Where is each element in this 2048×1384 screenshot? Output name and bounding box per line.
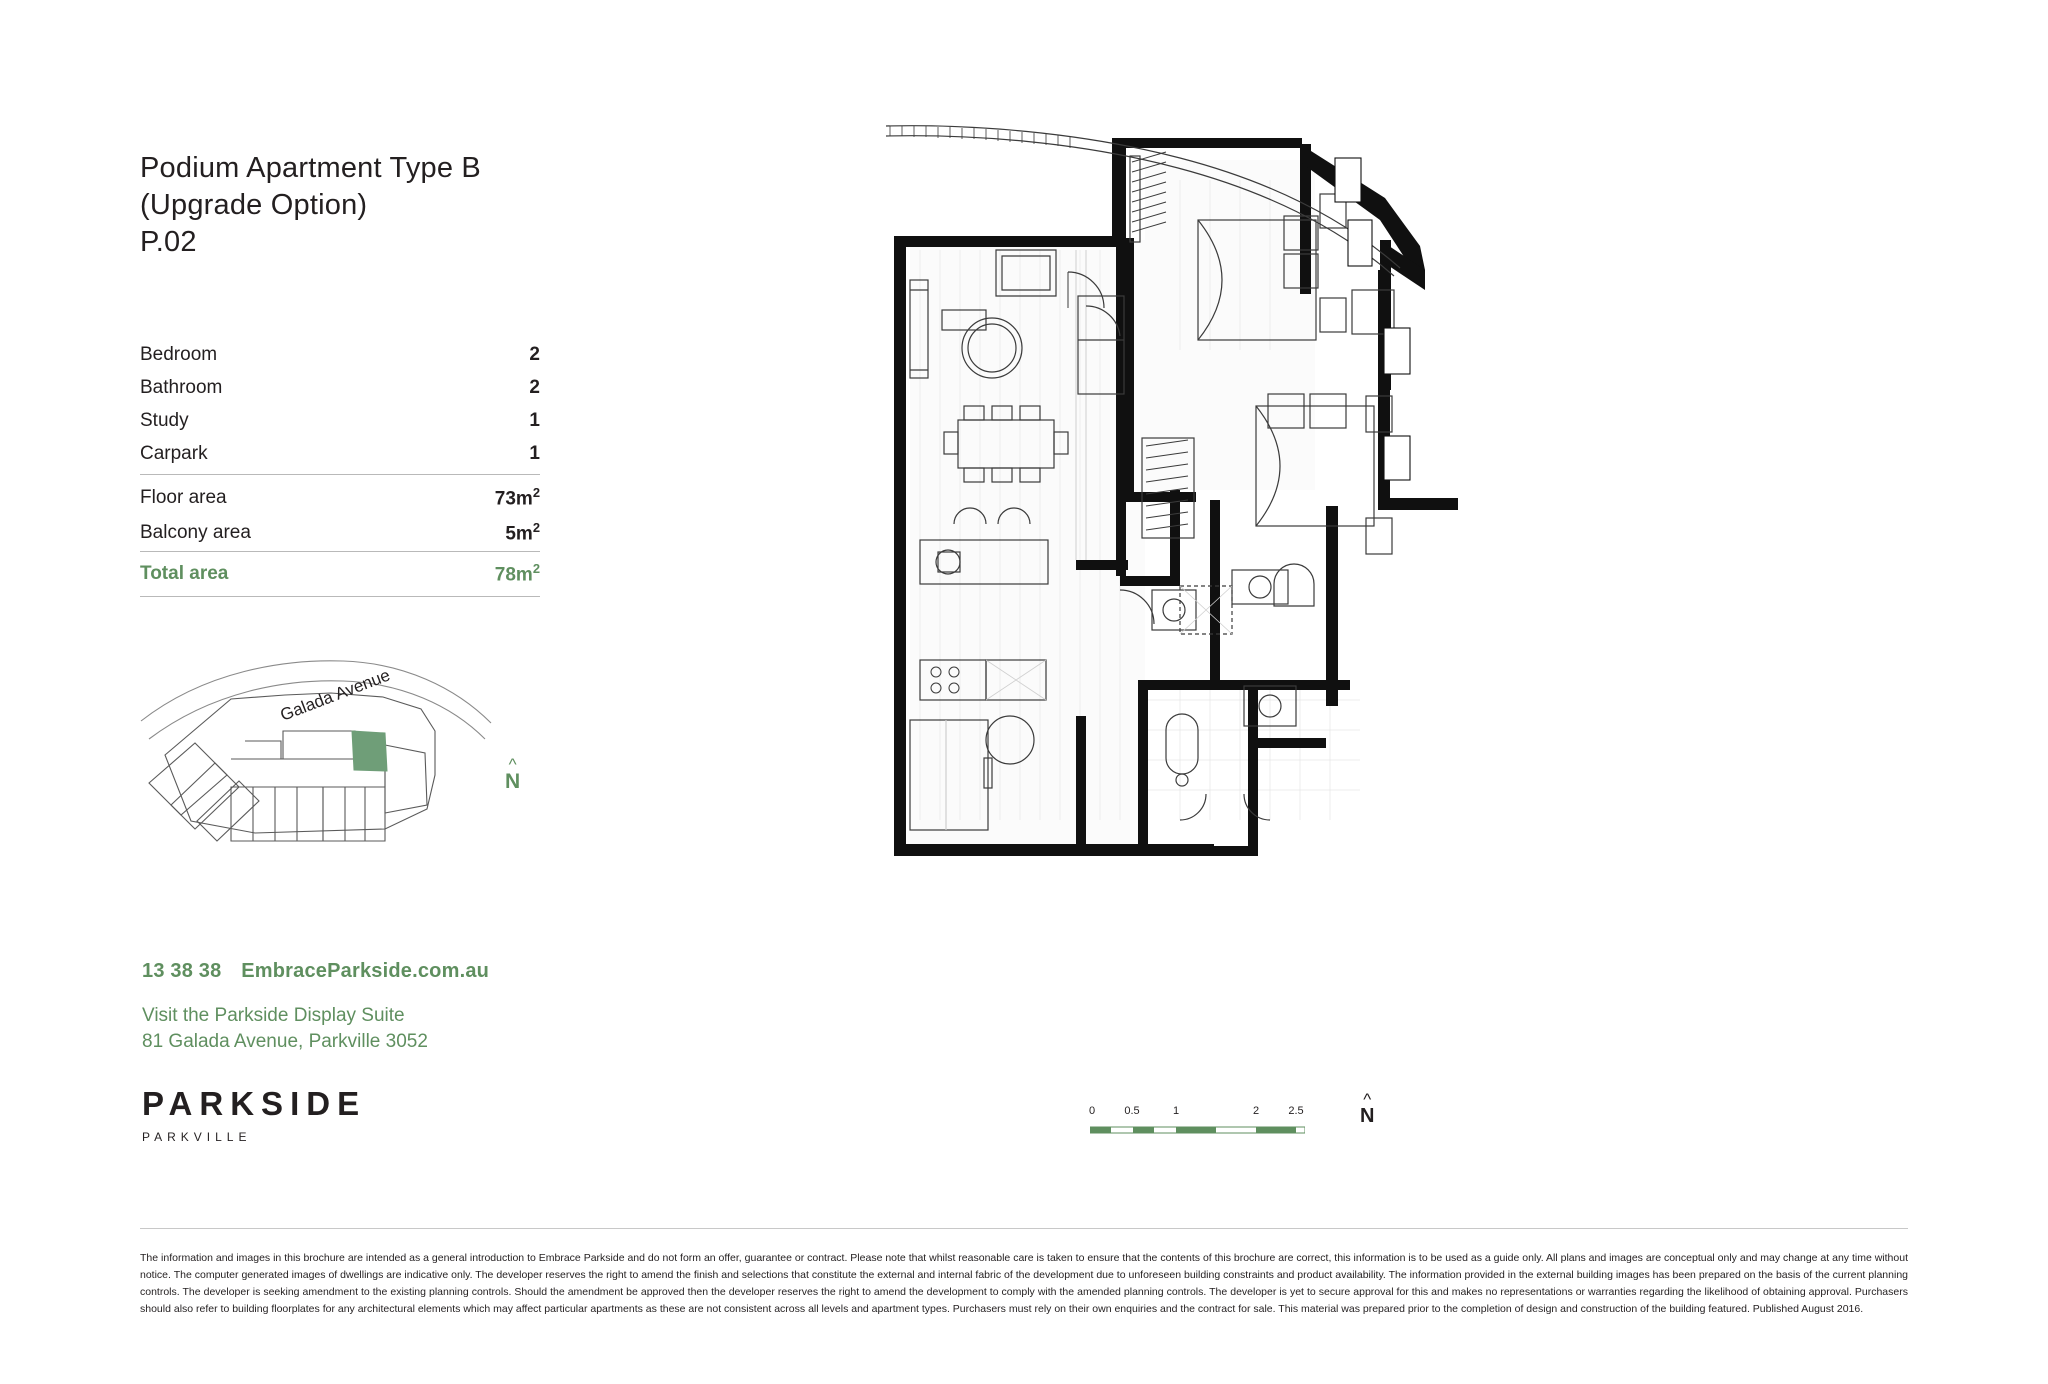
table-row xyxy=(140,339,540,372)
scale-tick: 2.5 xyxy=(1288,1105,1304,1117)
north-arrow-icon: ^ xyxy=(508,755,517,774)
apartment-spec-table xyxy=(140,339,540,597)
table-row xyxy=(140,516,540,552)
total-value-unit: 2 xyxy=(532,561,540,577)
scale-tick: 1 xyxy=(1172,1105,1180,1117)
north-indicator-keyplan xyxy=(505,755,521,794)
spec-label: Bedroom xyxy=(140,344,218,366)
contact-block xyxy=(142,960,602,1054)
page-title xyxy=(140,150,570,261)
phone-number[interactable]: 13 38 38 xyxy=(142,960,222,982)
floor-plan-drawing xyxy=(880,120,1680,880)
spec-value: 1 xyxy=(424,438,540,474)
site-key-plan xyxy=(135,635,555,885)
scale-tick: 0.5 xyxy=(1124,1105,1140,1117)
table-row xyxy=(140,438,540,474)
spec-label: Study xyxy=(140,410,189,432)
total-value-number: 78m xyxy=(494,564,533,586)
logo-subtitle: PARKVILLE xyxy=(142,1130,252,1144)
disclaimer-text: The information and images in this brochure are intended as a general introduction to Embrace Parkside and do not form an offer, guarantee or contract. Please note that whilst reasonable care is taken to ensure that the contents of this brochure are correct, this information is to be used as a guide only. All plans and images are conceptual only and may change at any time without notice. The computer generated images of dwellings are indicative only. The developer reserves the right to amend the finish and selections that constitute the external and internal fabric of the development due to unforeseen building constraints and product availability. The information provided in the external building images has been prepared on the basis of the current planning controls. The developer is seeking amendment to the existing planning controls. Should the amendment be approved then the developer reserves the right to amend the development to comply with the amended planning controls. The developer is yet to secure approval for this and makes no representations or warranties regarding the likelihood of obtaining approval. Purchasers should also refer to building floorplates for any architectural elements which may affect particular apartments as these are not consistent across all levels and apartment types. Purchasers must rely on their own enquiries and the contract for sale. This material was prepared prior to the completion of design and construction of the building featured. Published August 2016. xyxy=(140,1252,1908,1315)
scale-bar xyxy=(1090,1105,1350,1141)
display-suite-address xyxy=(142,1003,602,1054)
spec-label: Floor area xyxy=(140,486,227,508)
spec-value: 1 xyxy=(529,410,540,432)
spec-value: 2 xyxy=(529,377,540,399)
north-letter: N xyxy=(1360,1105,1375,1127)
scale-bar-graphic xyxy=(1090,1124,1305,1136)
spec-value: 2 xyxy=(529,344,540,366)
spec-value-unit: 2 xyxy=(532,484,540,500)
brand-logo xyxy=(142,1085,366,1144)
table-row xyxy=(140,372,540,405)
spec-value xyxy=(424,516,540,552)
spec-value xyxy=(424,474,540,516)
spec-label: Carpark xyxy=(140,438,424,474)
total-value xyxy=(424,552,540,597)
table-row xyxy=(140,405,540,438)
contact-line xyxy=(142,960,602,983)
display-suite-line-2: 81 Galada Avenue, Parkville 3052 xyxy=(142,1030,428,1052)
spec-value-number: 5m xyxy=(505,523,533,545)
spec-label: Bathroom xyxy=(140,377,223,399)
page-title-line-1: Podium Apartment Type B xyxy=(140,152,481,184)
left-column xyxy=(140,150,570,597)
scale-tick: 0 xyxy=(1088,1105,1096,1117)
display-suite-line-1: Visit the Parkside Display Suite xyxy=(142,1005,405,1026)
scale-tick-labels xyxy=(1090,1105,1350,1121)
highlighted-apartment xyxy=(352,731,387,771)
website-link[interactable]: EmbraceParkside.com.au xyxy=(241,960,490,982)
north-arrow-icon: ^ xyxy=(1363,1090,1372,1109)
footer-divider xyxy=(140,1228,1908,1229)
page-title-line-3: P.02 xyxy=(140,226,197,259)
spec-value-unit: 2 xyxy=(532,519,540,535)
spec-value-number: 73m xyxy=(494,488,533,510)
key-plan-drawing xyxy=(135,635,555,885)
page-title-line-2: (Upgrade Option) xyxy=(140,189,368,222)
table-row-total xyxy=(140,552,540,597)
table-row xyxy=(140,474,540,516)
north-indicator-plan xyxy=(1360,1090,1375,1128)
logo-wordmark: PARKSIDE xyxy=(142,1085,367,1122)
north-letter: N xyxy=(505,770,521,793)
street-label: Galada Avenue xyxy=(277,665,393,725)
total-label: Total area xyxy=(140,552,424,597)
spec-label: Balcony area xyxy=(140,522,251,544)
scale-tick: 2 xyxy=(1252,1105,1260,1117)
